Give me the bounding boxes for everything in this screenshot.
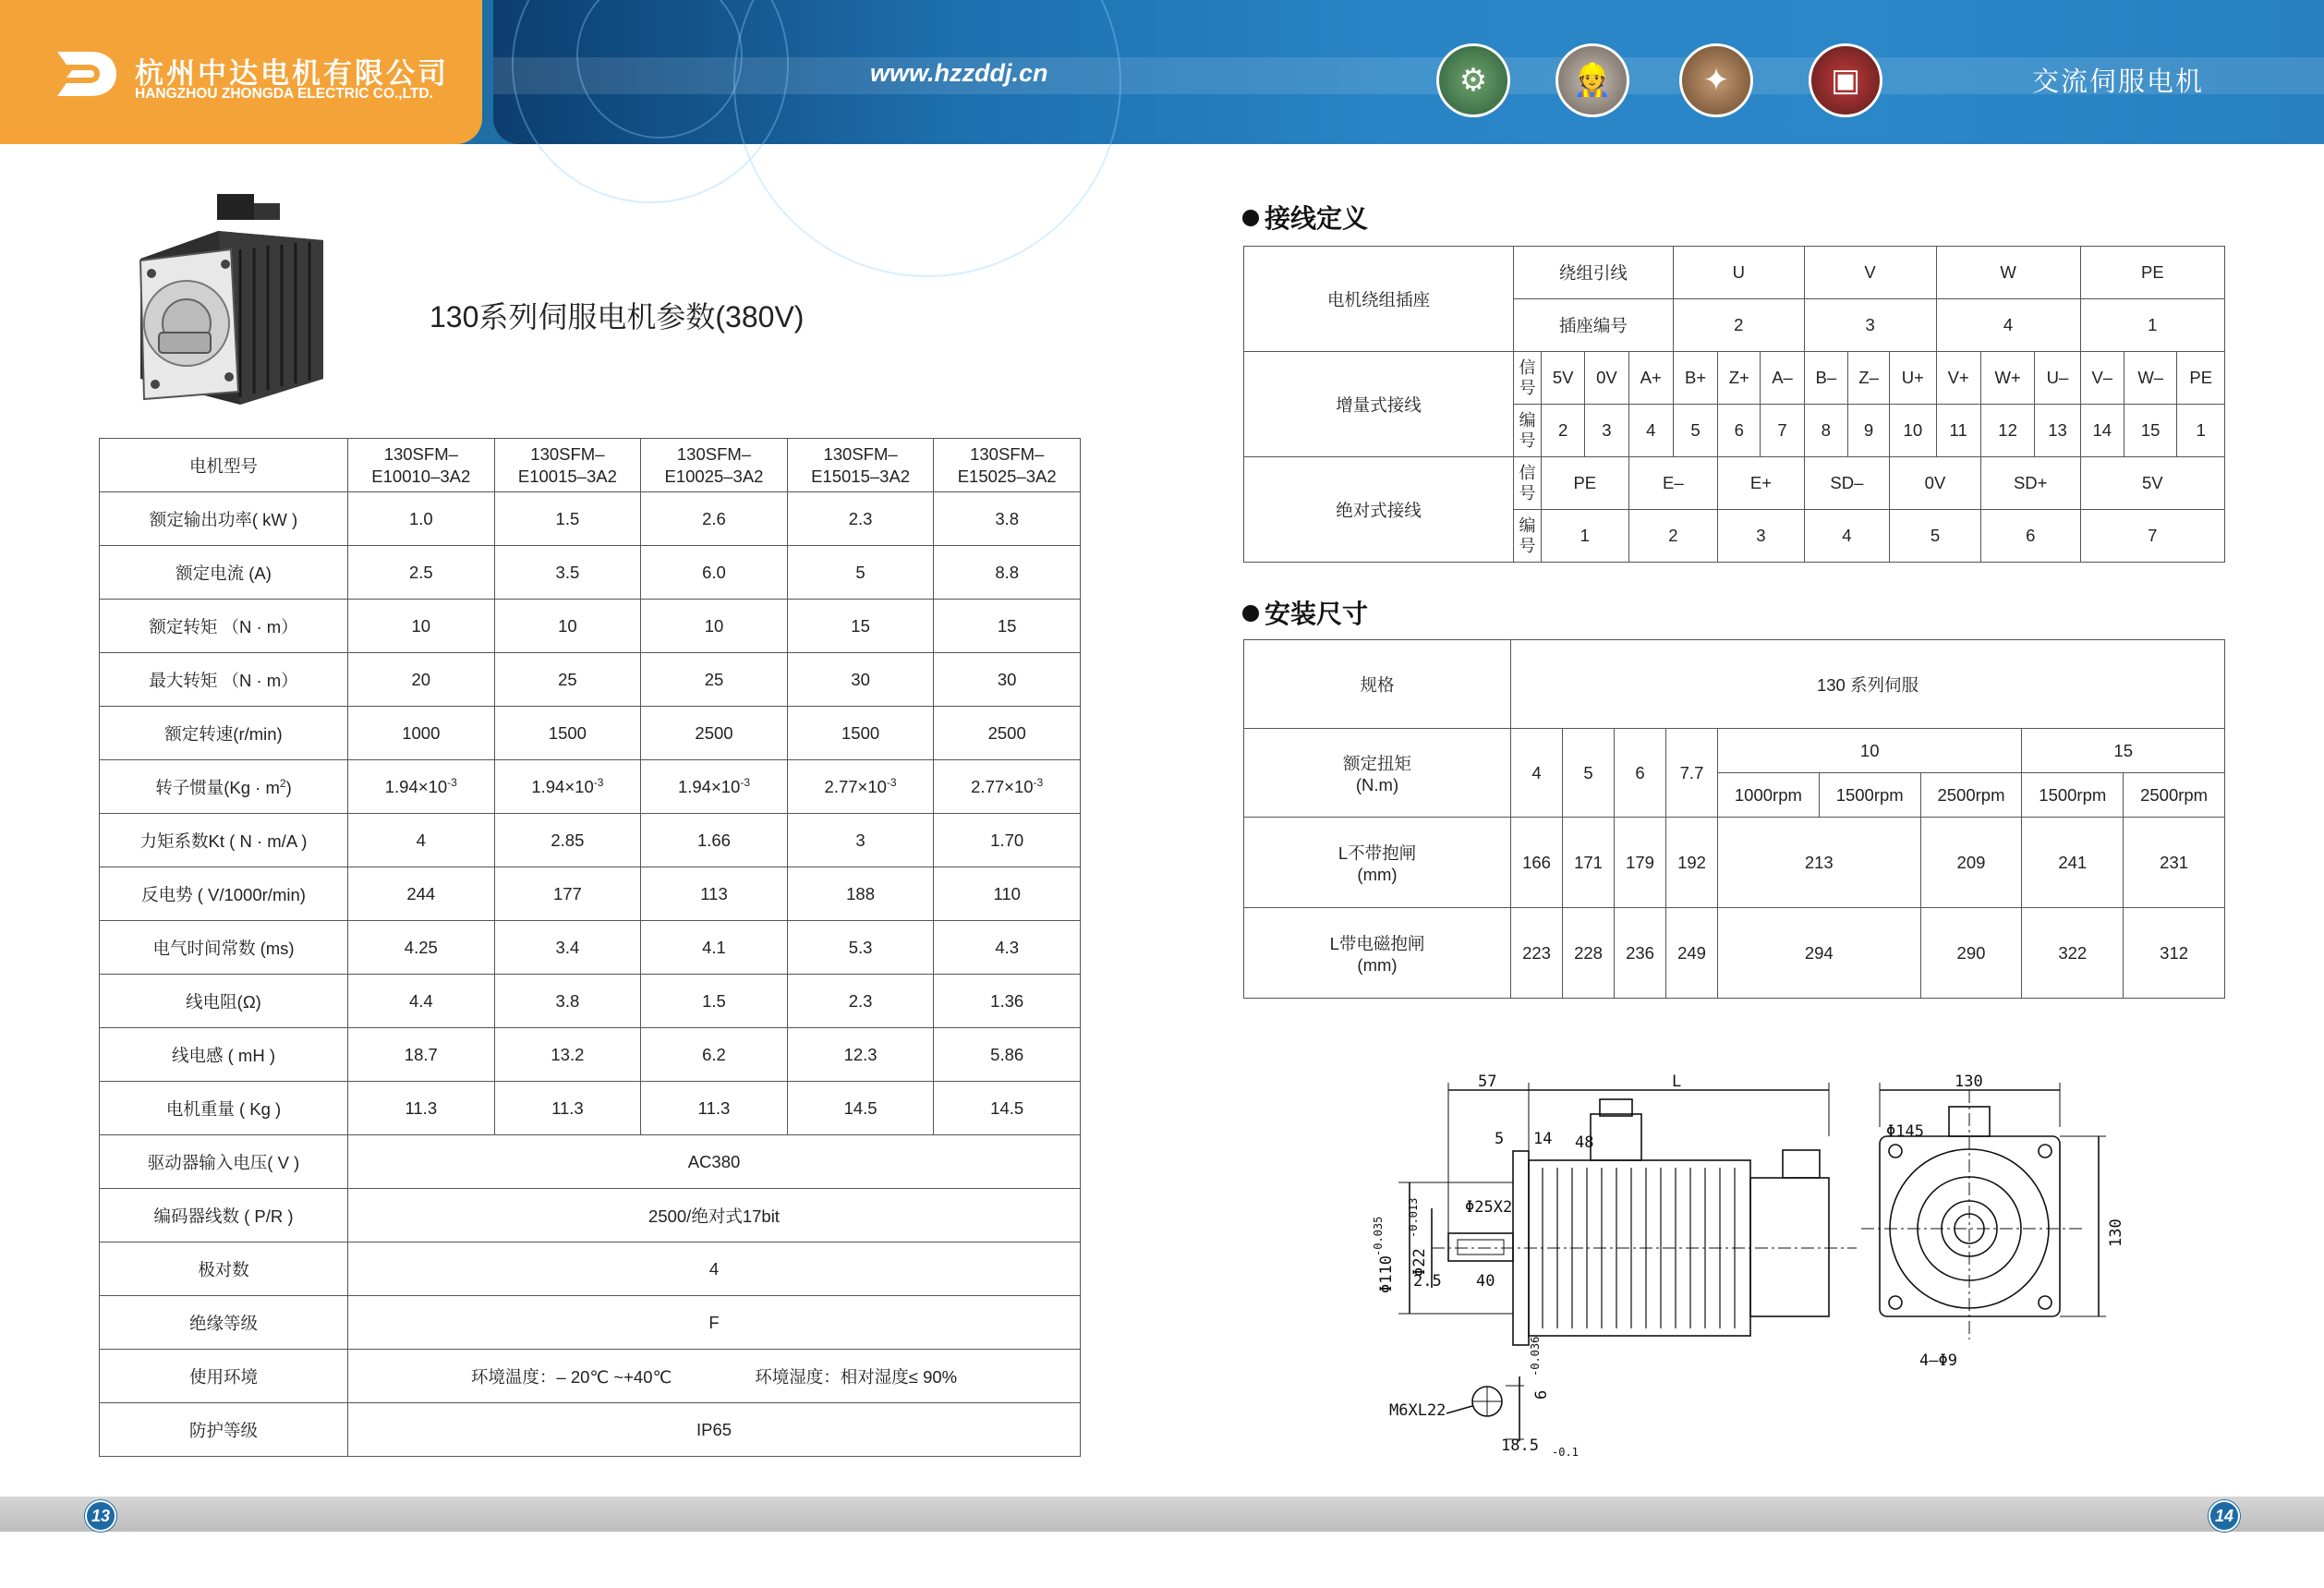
mantissa: 2.77 — [824, 777, 858, 797]
param-value-cell: 14.5 — [934, 1082, 1081, 1135]
model-header-row — [100, 439, 1081, 492]
wiring-heading-text: 接线定义 — [1265, 204, 1369, 233]
span-row — [100, 1135, 1081, 1189]
absolute-label: 绝对式接线 — [1244, 457, 1514, 563]
servo-motor-image — [129, 194, 334, 419]
phase-cell: V — [1804, 247, 1936, 299]
param-value-cell: 1.0 — [348, 492, 495, 546]
param-row — [100, 1082, 1081, 1135]
param-value-cell: 6.0 — [641, 546, 788, 600]
signal-cell: SD+ — [1980, 457, 2080, 510]
param-row — [100, 653, 1081, 707]
param-value-cell: 2.6 — [641, 492, 788, 546]
wiring-heading — [1242, 199, 1368, 236]
dim-48: 48 — [1575, 1133, 1594, 1152]
number-cell: 3 — [1585, 405, 1628, 457]
length-value-cell: 290 — [1920, 908, 2022, 999]
signal-cell: PE — [1542, 457, 1629, 510]
param-value-cell: 5.3 — [787, 921, 934, 975]
param-value-cell: 6.2 — [641, 1028, 788, 1082]
row-label: 额定输出功率( kW ) — [100, 492, 348, 546]
length-value-cell: 223 — [1511, 908, 1563, 999]
number-cell: 15 — [2124, 405, 2177, 457]
environment-cell — [348, 1350, 1081, 1403]
row-label: 使用环境 — [100, 1350, 348, 1403]
number-cell: 9 — [1847, 405, 1889, 457]
mantissa: 2.77 — [971, 777, 1005, 797]
signal-cell: 5V — [1542, 352, 1585, 405]
phase-cell: PE — [2080, 247, 2224, 299]
param-value-cell: 10 — [494, 600, 641, 653]
param-value-cell: 3.8 — [494, 975, 641, 1028]
number-cell: 5 — [1673, 405, 1717, 457]
signal-cell: B+ — [1673, 352, 1717, 405]
span-value-cell: F — [348, 1296, 1081, 1350]
param-value-cell: 110 — [934, 867, 1081, 921]
torque-unit: (N.m) — [1355, 774, 1399, 794]
series-cell: 130 系列伺服 — [1511, 640, 2225, 729]
motor-params-table — [99, 438, 1081, 1457]
speed-cell: 1500rpm — [2022, 773, 2124, 818]
bullet-icon — [1242, 210, 1259, 226]
model-line1: 130SFM– — [970, 443, 1045, 464]
dim-phi22: Φ22 — [1410, 1248, 1429, 1277]
param-value-cell — [641, 760, 788, 814]
number-cell: 2 — [1628, 510, 1718, 563]
param-value-cell: 1.70 — [934, 814, 1081, 867]
param-value-cell: 25 — [494, 653, 641, 707]
row-label: 额定电流 (A) — [100, 546, 348, 600]
times-ten: ×10 — [857, 777, 887, 797]
number-cell: 13 — [2035, 405, 2080, 457]
dim-phi145: Φ145 — [1886, 1122, 1924, 1141]
param-value-cell — [348, 760, 495, 814]
signal-cell: A– — [1761, 352, 1804, 405]
param-value-cell: 15 — [934, 600, 1081, 653]
length-value-cell: 322 — [2022, 908, 2124, 999]
dim-57: 57 — [1478, 1073, 1497, 1091]
row-label: 防护等级 — [100, 1403, 348, 1457]
torque-cell: 4 — [1511, 729, 1563, 818]
pin-label: 插座编号 — [1514, 299, 1674, 352]
times-ten: ×10 — [418, 777, 448, 797]
dimension-labels — [1372, 1073, 2125, 1459]
param-value-cell: 30 — [787, 653, 934, 707]
param-value-cell: 10 — [348, 600, 495, 653]
signal-label: 信号 — [1514, 457, 1542, 510]
signal-cell: A+ — [1628, 352, 1673, 405]
signal-cell: U+ — [1890, 352, 1936, 405]
dim-6: 6 — [1532, 1389, 1551, 1400]
phase-pin-cell: 3 — [1804, 299, 1936, 352]
section-title: 交流伺服电机 — [2032, 67, 2205, 97]
company-logo-icon — [54, 46, 118, 102]
dim-6-tol: -0.036 — [1529, 1336, 1542, 1376]
length-value-cell: 179 — [1615, 818, 1666, 908]
page-number-right: 14 — [2209, 1500, 2240, 1532]
param-value-cell: 2500 — [934, 707, 1081, 760]
number-cell: 7 — [1761, 405, 1804, 457]
length-label-text: L带电磁抱闸 — [1329, 933, 1425, 953]
number-cell: 1 — [1542, 510, 1629, 563]
model-name-cell — [641, 439, 788, 492]
span-row — [100, 1403, 1081, 1457]
signal-cell: E– — [1628, 457, 1718, 510]
incremental-signal-row — [1244, 352, 2225, 405]
param-value-cell: 5 — [787, 546, 934, 600]
param-value-cell: 3.4 — [494, 921, 641, 975]
param-value-cell — [494, 760, 641, 814]
machining-photo-icon: ✦ — [1679, 43, 1753, 117]
model-line1: 130SFM– — [823, 443, 898, 464]
number-cell: 14 — [2080, 405, 2124, 457]
row-label: 电气时间常数 (ms) — [100, 921, 348, 975]
length-unit: (mm) — [1357, 954, 1398, 975]
param-value-cell: 25 — [641, 653, 788, 707]
signal-cell: E+ — [1718, 457, 1805, 510]
param-value-cell: 30 — [934, 653, 1081, 707]
signal-cell: W– — [2124, 352, 2177, 405]
times-ten: ×10 — [1004, 777, 1034, 797]
shaft-section-view — [1446, 1376, 1524, 1441]
times-ten: ×10 — [564, 777, 594, 797]
phase-pin-cell: 4 — [1936, 299, 2080, 352]
torque-cell: 6 — [1615, 729, 1666, 818]
page-number-left: 13 — [85, 1500, 116, 1532]
row-label: 力矩系数Kt ( N · m/A ) — [100, 814, 348, 867]
dim-130-top: 130 — [1955, 1073, 1983, 1091]
length-value-cell: 209 — [1920, 818, 2022, 908]
length-value-cell: 166 — [1511, 818, 1563, 908]
phase-pin-cell: 2 — [1673, 299, 1804, 352]
param-row — [100, 921, 1081, 975]
number-cell: 4 — [1628, 405, 1673, 457]
param-value-cell: 4 — [348, 814, 495, 867]
torque-label — [1244, 729, 1511, 818]
phase-pin-cell: 1 — [2080, 299, 2224, 352]
params-title: 130系列伺服电机参数(380V) — [430, 300, 805, 333]
absolute-signal-row — [1244, 457, 2225, 510]
exponent: -3 — [1033, 775, 1044, 789]
lead-label: 绕组引线 — [1514, 247, 1674, 299]
param-value-cell: 3 — [787, 814, 934, 867]
industry-photo-icon: ⚙ — [1436, 43, 1510, 117]
param-value-cell: 1.5 — [494, 492, 641, 546]
length-value-cell: 171 — [1563, 818, 1615, 908]
mantissa: 1.94 — [384, 777, 418, 797]
banner-ring-decoration — [733, 0, 1121, 277]
bullet-icon — [1242, 605, 1259, 622]
exponent: -3 — [447, 775, 457, 789]
length-value-cell: 213 — [1718, 818, 1921, 908]
param-value-cell: 4.3 — [934, 921, 1081, 975]
speed-cell: 2500rpm — [2124, 773, 2225, 818]
dim-phi22-tol: -0.013 — [1407, 1197, 1420, 1238]
param-value-cell: 14.5 — [787, 1082, 934, 1135]
install-heading — [1242, 594, 1368, 631]
speed-cell: 1000rpm — [1718, 773, 1820, 818]
model-name-cell — [494, 439, 641, 492]
param-value-cell: 11.3 — [641, 1082, 788, 1135]
param-value-cell: 1500 — [787, 707, 934, 760]
dim-m6: M6XL22 — [1389, 1401, 1446, 1420]
param-value-cell: 3.8 — [934, 492, 1081, 546]
row-label: 额定转矩 （N · m） — [100, 600, 348, 653]
number-cell: 6 — [1718, 405, 1761, 457]
speed-cell: 1500rpm — [1819, 773, 1920, 818]
param-value-cell: 5.86 — [934, 1028, 1081, 1082]
dim-18-5-tol: -0.1 — [1552, 1446, 1579, 1459]
param-value-cell: 1.36 — [934, 975, 1081, 1028]
temperature-range: 环境温度：– 20℃ ~+40℃ — [470, 1366, 672, 1387]
param-value-cell: 2500 — [641, 707, 788, 760]
param-row — [100, 707, 1081, 760]
incremental-label: 增量式接线 — [1244, 352, 1514, 457]
number-cell: 1 — [2177, 405, 2225, 457]
model-line1: 130SFM– — [676, 443, 752, 464]
model-name-cell — [934, 439, 1081, 492]
param-value-cell: 113 — [641, 867, 788, 921]
model-name-cell — [348, 439, 495, 492]
span-row — [100, 1189, 1081, 1243]
torque-label-text: 额定扭矩 — [1342, 753, 1411, 773]
param-value-cell: 1.5 — [641, 975, 788, 1028]
span-value-cell: AC380 — [348, 1135, 1081, 1189]
signal-cell: 0V — [1585, 352, 1628, 405]
dim-4phi9: 4–Φ9 — [1919, 1352, 1957, 1370]
param-value-cell: 10 — [641, 600, 788, 653]
row-label: 线电感 ( mH ) — [100, 1028, 348, 1082]
socket-label: 电机绕组插座 — [1244, 247, 1514, 352]
length-value-cell: 236 — [1615, 908, 1666, 999]
install-dimension-table — [1243, 639, 2225, 999]
dim-2-5: 2.5 — [1413, 1272, 1442, 1291]
model-line2: E10025–3A2 — [664, 466, 764, 486]
model-line2: E15015–3A2 — [811, 466, 911, 486]
model-line1: 130SFM– — [383, 443, 458, 464]
row-label: 线电阻(Ω) — [100, 975, 348, 1028]
dim-14: 14 — [1533, 1130, 1553, 1148]
website-url[interactable]: www.hzzddj.cn — [870, 59, 1048, 87]
exponent: -3 — [886, 775, 897, 789]
model-line2: E10015–3A2 — [517, 466, 617, 486]
length-value-cell: 312 — [2124, 908, 2225, 999]
param-row — [100, 867, 1081, 921]
signal-cell: B– — [1804, 352, 1847, 405]
humidity-range: 环境湿度：相对湿度≤ 90% — [755, 1366, 958, 1387]
span-value-cell: 4 — [348, 1243, 1081, 1296]
length-label-text: L不带抱闸 — [1338, 842, 1417, 863]
label-text: ) — [285, 777, 292, 797]
span-value-cell: IP65 — [348, 1403, 1081, 1457]
number-cell: 7 — [2080, 510, 2224, 563]
number-cell: 3 — [1718, 510, 1805, 563]
param-value-cell: 2.85 — [494, 814, 641, 867]
dim-L: L — [1672, 1073, 1682, 1091]
signal-cell: Z+ — [1718, 352, 1761, 405]
length-value-cell: 231 — [2124, 818, 2225, 908]
length-value-cell: 228 — [1563, 908, 1615, 999]
row-label: 驱动器输入电压( V ) — [100, 1135, 348, 1189]
param-value-cell: 1.66 — [641, 814, 788, 867]
signal-cell: Z– — [1847, 352, 1889, 405]
spec-label: 规格 — [1244, 640, 1511, 729]
install-table-body — [1244, 640, 2225, 999]
signal-cell: SD– — [1804, 457, 1889, 510]
param-value-cell: 1500 — [494, 707, 641, 760]
param-row — [100, 600, 1081, 653]
worker-photo-icon: 👷 — [1555, 43, 1629, 117]
param-value-cell: 15 — [787, 600, 934, 653]
page-footer — [0, 1497, 2324, 1532]
number-cell: 11 — [1936, 405, 1980, 457]
row-label — [100, 760, 348, 814]
param-value-cell: 11.3 — [348, 1082, 495, 1135]
param-value-cell: 4.4 — [348, 975, 495, 1028]
number-label: 编号 — [1514, 510, 1542, 563]
param-value-cell: 1000 — [348, 707, 495, 760]
row-label: 编码器线数 ( P/R ) — [100, 1189, 348, 1243]
mantissa: 1.94 — [677, 777, 711, 797]
params-table-body — [100, 439, 1081, 1457]
signal-cell: PE — [2177, 352, 2225, 405]
param-row — [100, 814, 1081, 867]
param-value-cell — [787, 760, 934, 814]
number-label: 编号 — [1514, 405, 1542, 457]
phase-cell: W — [1936, 247, 2080, 299]
brake-row — [1244, 908, 2225, 999]
signal-cell: U– — [2035, 352, 2080, 405]
signal-cell: V+ — [1936, 352, 1980, 405]
row-label: 反电势 ( V/1000r/min) — [100, 867, 348, 921]
model-line1: 130SFM– — [530, 443, 605, 464]
front-view — [1861, 1083, 2106, 1339]
motor-dimension-drawing — [1372, 1072, 2134, 1460]
dim-phi110-tol: -0.035 — [1372, 1216, 1385, 1256]
winding-lead-row — [1244, 247, 2225, 299]
torque-cell: 5 — [1563, 729, 1615, 818]
row-label: 电机型号 — [100, 439, 348, 492]
wiring-table — [1243, 246, 2225, 563]
dim-5: 5 — [1495, 1130, 1505, 1148]
row-label: 极对数 — [100, 1243, 348, 1296]
param-value-cell: 4.25 — [348, 921, 495, 975]
dim-130-side: 130 — [2107, 1218, 2125, 1247]
span-value-cell: 2500/绝对式17bit — [348, 1189, 1081, 1243]
model-line2: E15025–3A2 — [957, 466, 1057, 486]
param-value-cell: 2.3 — [787, 975, 934, 1028]
param-value-cell: 20 — [348, 653, 495, 707]
param-row — [100, 492, 1081, 546]
param-value-cell: 8.8 — [934, 546, 1081, 600]
torque-15-cell: 15 — [2022, 729, 2225, 773]
number-cell: 5 — [1890, 510, 1981, 563]
param-value-cell: 11.3 — [494, 1082, 641, 1135]
logo-block — [0, 0, 482, 144]
number-cell: 12 — [1980, 405, 2035, 457]
company-name-en: HANGZHOU ZHONGDA ELECTRIC CO.,LTD. — [135, 86, 433, 102]
param-row — [100, 546, 1081, 600]
length-value-cell: 192 — [1666, 818, 1718, 908]
param-value-cell: 2.5 — [348, 546, 495, 600]
param-value-cell: 12.3 — [787, 1028, 934, 1082]
length-label — [1244, 818, 1511, 908]
torque-row — [1244, 729, 2225, 773]
signal-cell: 5V — [2080, 457, 2224, 510]
number-cell: 4 — [1804, 510, 1889, 563]
dim-phi110: Φ110 — [1377, 1255, 1396, 1293]
span-row — [100, 1296, 1081, 1350]
exponent: -3 — [593, 775, 604, 789]
signal-cell: 0V — [1890, 457, 1981, 510]
length-value-cell: 241 — [2022, 818, 2124, 908]
spec-row — [1244, 640, 2225, 729]
no-brake-row — [1244, 818, 2225, 908]
number-cell: 8 — [1804, 405, 1847, 457]
param-row — [100, 760, 1081, 814]
span-row — [100, 1243, 1081, 1296]
length-unit: (mm) — [1357, 864, 1398, 884]
exponent: -3 — [740, 775, 751, 789]
span-row — [100, 1350, 1081, 1403]
length-value-cell: 249 — [1666, 908, 1718, 999]
dim-40: 40 — [1476, 1272, 1495, 1291]
number-cell: 10 — [1890, 405, 1936, 457]
times-ten: ×10 — [710, 777, 741, 797]
phase-cell: U — [1673, 247, 1804, 299]
param-row — [100, 975, 1081, 1028]
wiring-table-body — [1244, 247, 2225, 563]
model-name-cell — [787, 439, 934, 492]
page-header — [0, 0, 2324, 144]
dim-18-5: 18.5 — [1501, 1436, 1539, 1455]
install-heading-text: 安装尺寸 — [1265, 600, 1369, 628]
param-value-cell — [934, 760, 1081, 814]
param-value-cell: 2.3 — [787, 492, 934, 546]
param-value-cell: 177 — [494, 867, 641, 921]
company-name-cn: 杭州中达电机有限公司 — [135, 57, 449, 90]
dim-phi25: Φ25X2 — [1465, 1198, 1513, 1217]
length-label — [1244, 908, 1511, 999]
row-label: 电机重量 ( Kg ) — [100, 1082, 348, 1135]
param-value-cell: 3.5 — [494, 546, 641, 600]
param-value-cell: 18.7 — [348, 1028, 495, 1082]
signal-label: 信号 — [1514, 352, 1542, 405]
length-value-cell: 294 — [1718, 908, 1921, 999]
param-value-cell: 4.1 — [641, 921, 788, 975]
speed-cell: 2500rpm — [1920, 773, 2022, 818]
row-label: 额定转速(r/min) — [100, 707, 348, 760]
number-cell: 6 — [1980, 510, 2080, 563]
torque-cell: 7.7 — [1666, 729, 1718, 818]
mantissa: 1.94 — [531, 777, 565, 797]
row-label: 绝缘等级 — [100, 1296, 348, 1350]
label-text: 转子惯量(Kg · m — [155, 777, 280, 797]
param-value-cell: 188 — [787, 867, 934, 921]
param-value-cell: 244 — [348, 867, 495, 921]
param-value-cell: 13.2 — [494, 1028, 641, 1082]
number-cell: 2 — [1542, 405, 1585, 457]
signal-cell: W+ — [1980, 352, 2035, 405]
machine-photo-icon: ▣ — [1809, 43, 1882, 117]
model-line2: E10010–3A2 — [371, 466, 471, 486]
signal-cell: V– — [2080, 352, 2124, 405]
row-label: 最大转矩 （N · m） — [100, 653, 348, 707]
param-row — [100, 1028, 1081, 1082]
label-superscript: 2 — [279, 776, 286, 790]
torque-10-cell: 10 — [1718, 729, 2022, 773]
